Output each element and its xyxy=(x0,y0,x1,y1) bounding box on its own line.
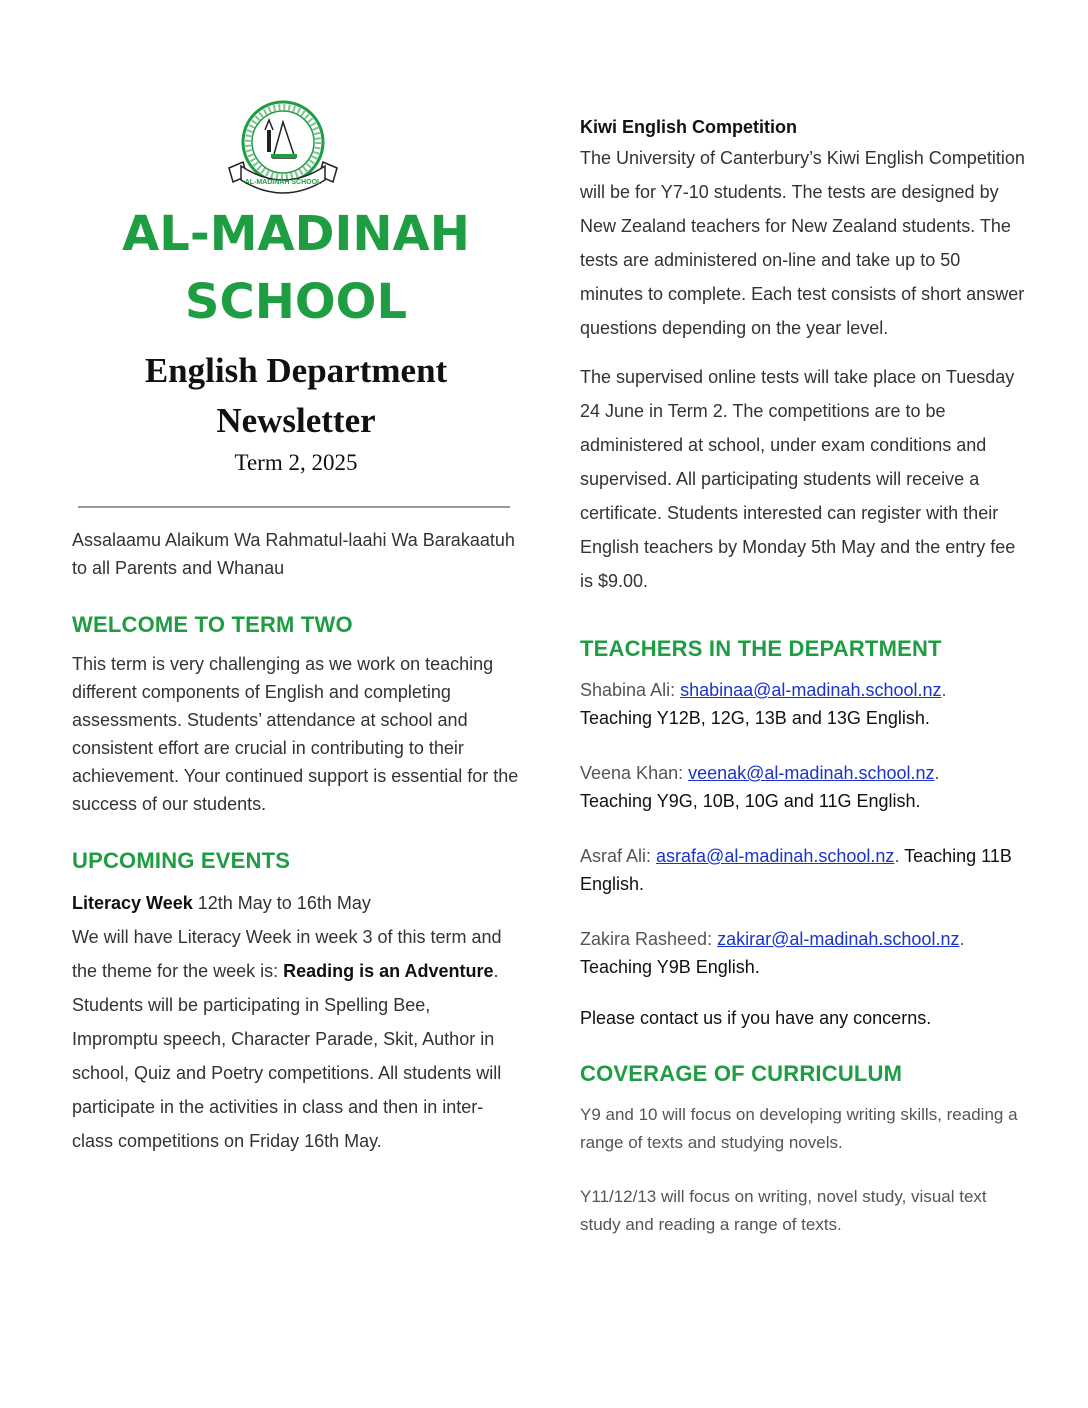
literacy-week-dates: 12th May to 16th May xyxy=(192,893,371,913)
teacher-email-link[interactable]: veenak@al-madinah.school.nz xyxy=(688,763,935,783)
kiwi-competition-title: Kiwi English Competition xyxy=(580,117,797,137)
school-name-line1: AL-MADINAH xyxy=(122,206,470,262)
coverage-para1: Y9 and 10 will focus on developing writing skills, reading a range of texts and studying novels. xyxy=(580,1105,1018,1152)
teacher-entry: Veena Khan: veenak@al-madinah.school.nz. Teaching Y9G, 10B, 10G and 11G English. xyxy=(580,763,940,811)
teacher-email-link[interactable]: zakirar@al-madinah.school.nz xyxy=(717,929,960,949)
coverage-para2: Y11/12/13 will focus on writing, novel study, visual text study and reading a range of texts. xyxy=(580,1187,987,1234)
kiwi-competition-para2: The supervised online tests will take place on Tuesday 24 June in Term 2. The competitions are to be administered at school, under exam conditions and supervised. All participating students will receive a certificate. Students interested can register with their English teachers by Monday 5th May and the entry fee is $9.00. xyxy=(580,367,1016,591)
department-title-line2: Newsletter xyxy=(216,401,376,440)
kiwi-competition-para1: The University of Canterbury’s Kiwi English Competition will be for Y7-10 students. The tests are designed by New Zealand teachers for New Zealand students. The tests are administered on-line and take up to 50 minutes to complete. Each test consists of short answer questions depending on the year level. xyxy=(580,148,1025,338)
school-name xyxy=(72,200,520,336)
welcome-body: This term is very challenging as we work on teaching different components of English and completing assessments. Students’ attendance at school and consistent effort are crucial in contributing to their achievement. Your continued support is essential for the success of our students. xyxy=(72,654,519,814)
term-label: Term 2, 2025 xyxy=(234,450,358,475)
teacher-name: Zakira Rasheed: xyxy=(580,929,718,949)
header-divider xyxy=(78,506,510,508)
school-name-line2: SCHOOL xyxy=(184,274,408,330)
teacher-name: Asraf Ali: xyxy=(580,846,657,866)
greeting-text: Assalaamu Alaikum Wa Rahmatul-laahi Wa Barakaatuh to all Parents and Whanau xyxy=(72,530,515,578)
teacher-entry: Shabina Ali: shabinaa@al-madinah.school.nz. Teaching Y12B, 12G, 13B and 13G English. xyxy=(580,680,947,728)
teacher-entry: Asraf Ali: asrafa@al-madinah.school.nz. Teaching 11B English. xyxy=(580,846,1012,894)
teacher-entry: Zakira Rasheed: zakirar@al-madinah.school.nz. Teaching Y9B English. xyxy=(580,929,965,977)
upcoming-events-heading: UPCOMING EVENTS xyxy=(72,848,291,873)
teacher-classes: Teaching 11B English. xyxy=(580,846,1012,894)
teacher-email-link[interactable]: shabinaa@al-madinah.school.nz xyxy=(680,680,942,700)
teacher-classes: Teaching Y12B, 12G, 13B and 13G English. xyxy=(580,708,930,728)
literacy-week-line xyxy=(72,886,520,920)
teacher-email-link[interactable]: asrafa@al-madinah.school.nz xyxy=(656,846,895,866)
teacher-name: Shabina Ali: xyxy=(580,680,681,700)
right-column xyxy=(580,113,1028,1239)
teacher-classes: Teaching Y9G, 10B, 10G and 11G English. xyxy=(580,791,921,811)
literacy-week-theme: Reading is an Adventure xyxy=(283,961,494,981)
literacy-week-intro: We will have Literacy Week in week 3 of this term and the theme for the week is: xyxy=(72,927,502,981)
teacher-classes: Teaching Y9B English. xyxy=(580,957,760,977)
school-logo xyxy=(221,96,345,200)
logo-text: AL-MADINAH SCHOOL xyxy=(244,179,322,186)
literacy-week-title: Literacy Week xyxy=(72,893,193,913)
teacher-list xyxy=(580,676,1028,981)
literacy-week-rest: . Students will be participating in Spelling Bee, Impromptu speech, Character Parade, Skit, Author in school, Quiz and Poetry competitions. All students will participate in the activities in class and then in inter-class competitions on Friday 16th May. xyxy=(72,961,502,1151)
department-title-line1: English Department xyxy=(144,351,448,390)
left-column xyxy=(72,96,520,1158)
literacy-week-body xyxy=(72,920,520,1158)
teachers-heading: TEACHERS IN THE DEPARTMENT xyxy=(580,636,942,661)
coverage-heading: COVERAGE OF CURRICULUM xyxy=(580,1061,903,1086)
department-title xyxy=(72,346,520,446)
teacher-name: Veena Khan: xyxy=(580,763,689,783)
welcome-heading: WELCOME TO TERM TWO xyxy=(72,612,353,637)
contact-note: Please contact us if you have any concerns. xyxy=(580,1008,932,1028)
